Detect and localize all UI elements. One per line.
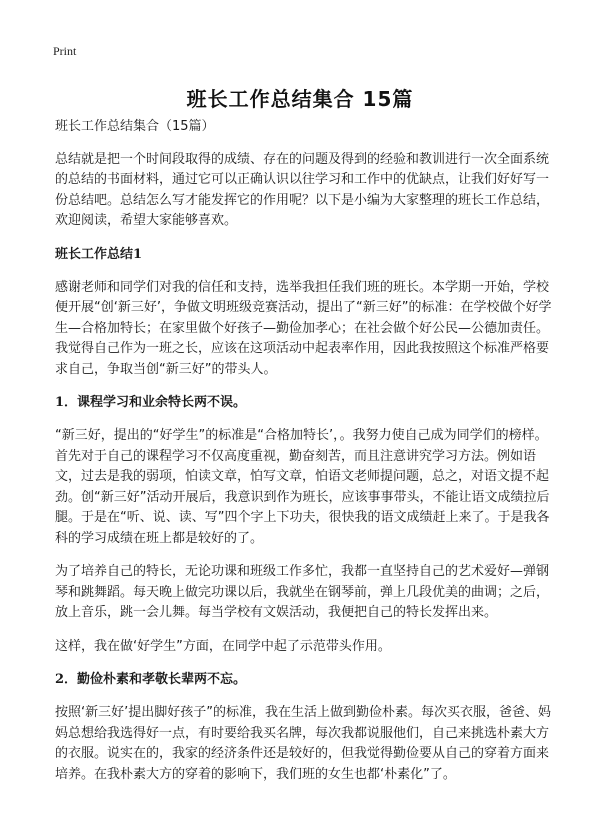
article-body xyxy=(55,117,555,798)
body-paragraph: 感谢老师和同学们对我的信任和支持，选举我担任我们班的班长。本学期一开始，学校便开展“创‘新三好’，争做文明班级竞赛活动，提出了“新三好”的标准：在学校做个好学生—合格加特长；在家里做个好孩子—勤俭加孝心；在社会做个好公民—公德加责任。我觉得自己作为一班之长，应该在这项活动中起表率作用，因此我按照这个标准严格要求自己，争取当创“新三好”的带头人。 xyxy=(55,279,552,377)
body-paragraph: 按照‘新三好’提出脚好孩子”的标准，我在生活上做到勤俭朴素。每次买衣服，爸爸、妈妈总想给我选得好一点，有时要给我买名牌，每次我都说服他们，自己来挑选朴素大方的衣服。说实在的，我家的经济条件还是较好的，但我觉得勤俭要从自己的穿着方面来培养。在我朴素大方的穿着的影响下，我们班的女生也都‘朴素化”了。 xyxy=(55,705,552,782)
subsection-heading: 2．勤俭朴素和孝敬长辈两不忘。 xyxy=(55,672,247,687)
body-paragraph: 为了培养自己的特长，无论功课和班级工作多忙，我都一直坚持自己的艺术爱好—弹钢琴和跳舞蹈。每天晚上做完功课以后，我就坐在钢琴前，弹上几段优美的曲调；之后，放上音乐，跳一会儿舞。每当学校有文娱活动，我便把自己的特长发挥出来。 xyxy=(55,564,550,620)
intro-paragraph: 总结就是把一个时间段取得的成绩、存在的问题及得到的经验和教训进行一次全面系统的总结的书面材料，通过它可以正确认识以往学习和工作中的优缺点，让我们好好写一份总结吧。总结怎么写才能发挥它的作用呢？以下是小编为大家整理的班长工作总结，欢迎阅读，希望大家能够喜欢。 xyxy=(55,151,550,228)
article-subtitle: 班长工作总结集合（15篇） xyxy=(55,119,215,134)
subsection-heading: 1．课程学习和业余特长两不误。 xyxy=(55,395,247,410)
section-heading: 班长工作总结1 xyxy=(55,246,143,262)
page-title: 班长工作总结集合 15篇 xyxy=(186,87,414,111)
body-paragraph: “新三好，提出的“好学生”的标准是“合格加特长’，。我努力使自己成为同学们的榜样。首先对于自己的课程学习不仅高度重视，勤奋刻苦，而且注意讲究学习方法。例如语文，过去是我的弱项，怕读文章，怕写文章，怕语文老师提问题，总之，对语文提不起劲。创“新三好”活动开展后，我意识到作为班长，应该事事带头，不能让语文成绩拉后腿。于是在“听、说、读、写”四个字上下功夫，很快我的语文成绩赶上来了。于是我各科的学习成绩在班上都是较好的了。 xyxy=(55,428,550,546)
body-paragraph: 这样，我在做‘好学生”方面，在同学中起了示范带头作用。 xyxy=(55,638,391,654)
print-link[interactable]: Print xyxy=(53,44,77,58)
